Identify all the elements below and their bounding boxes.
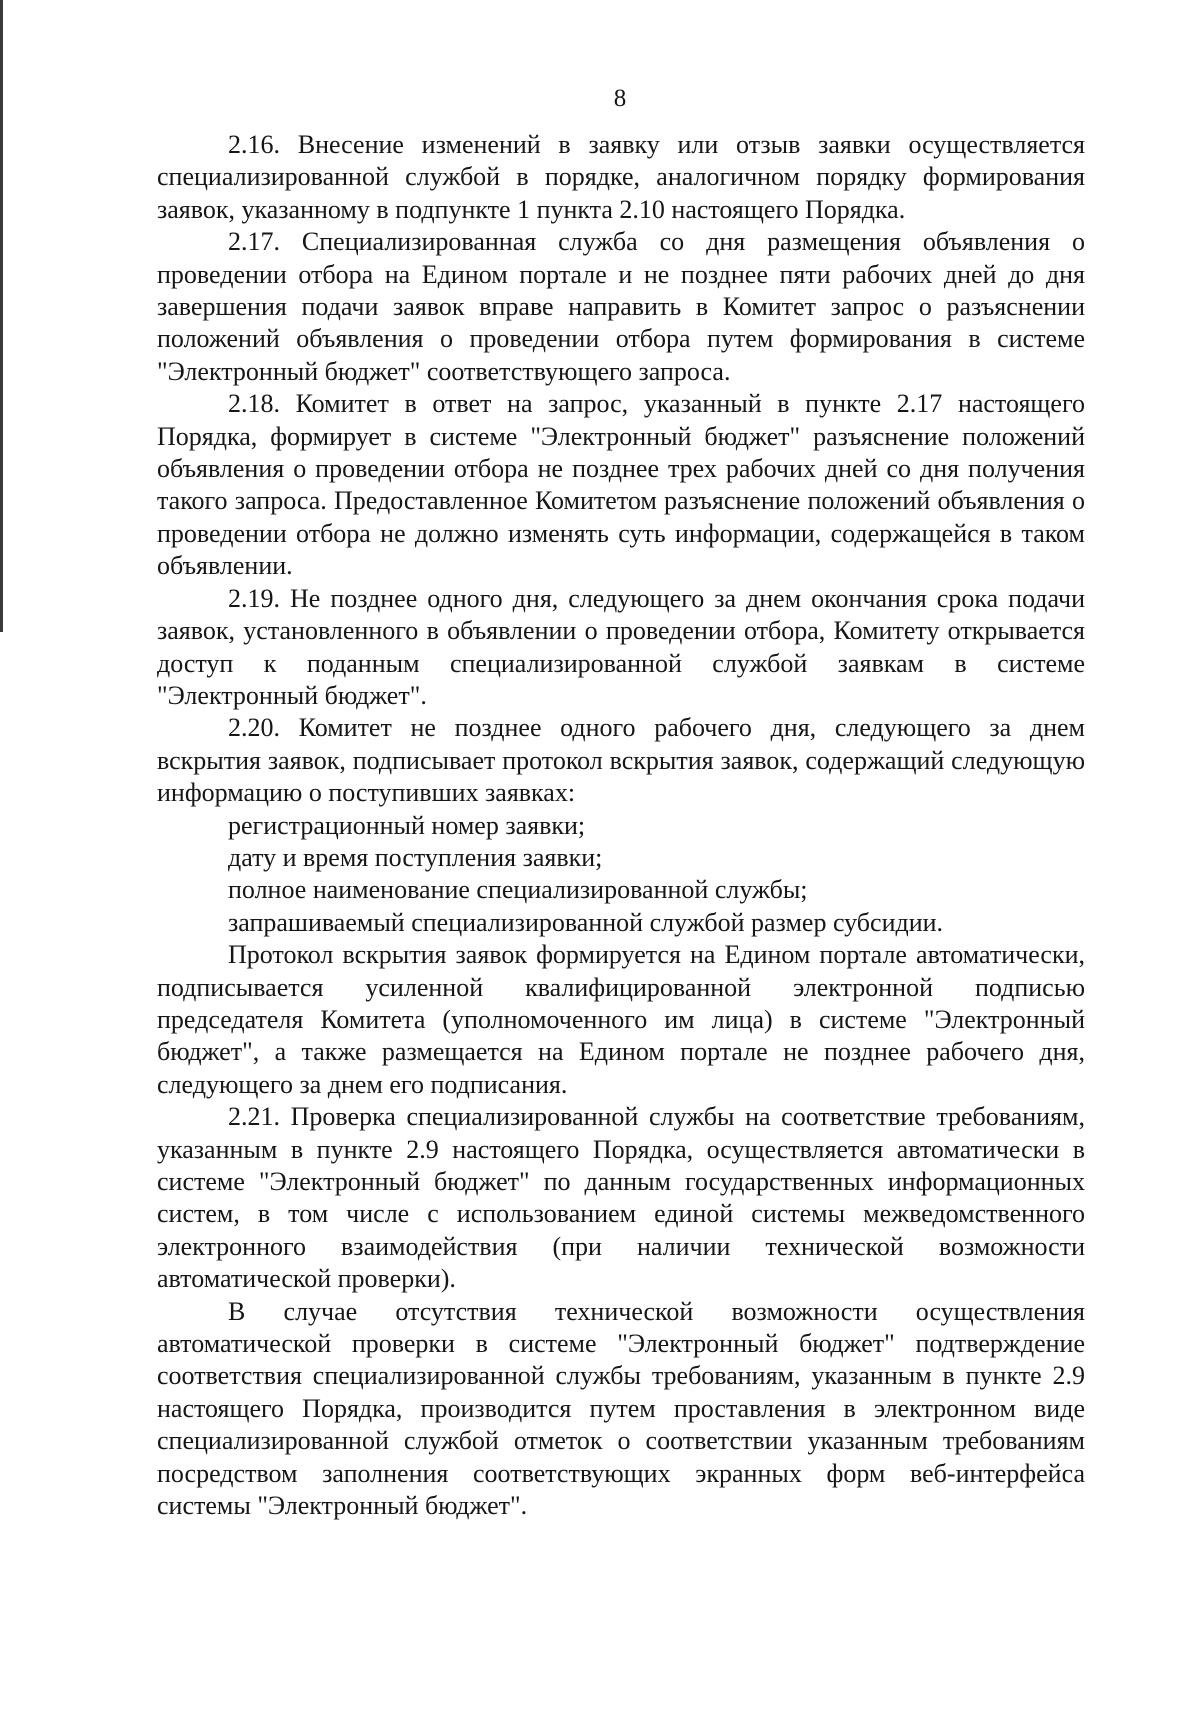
paragraph-2-17: 2.17. Специализированная служба со дня размещения объявления о проведении отбора на Едином портале и не позднее пяти рабочих дней до дня завершения подачи заявок вправе направить в Комитет запрос о разъяснении положений объявления о проведении отбора путем формирования в системе "Электронный бюджет" соответствующего запроса. (157, 227, 1085, 386)
paragraph-2-20: 2.20. Комитет не позднее одного рабочего дня, следующего за днем вскрытия заявок, подписывает протокол вскрытия заявок, содержащий следующую информацию о поступивших заявках: (157, 713, 1085, 808)
paragraph-manual-check: В случае отсутствия технической возможности осуществления автоматической проверки в системе "Электронный бюджет" подтверждение соответствия специализированной службы требованиям, указанным в пункте 2.9 настоящего Порядка, производится путем проставления в электронном виде специализированной службой отметок о соответствии указанным требованиям посредством заполнения соответствующих экранных форм веб-интерфейса системы "Электронный бюджет". (157, 1296, 1085, 1521)
page-number: 8 (613, 85, 627, 112)
list-item-subsidy-amount: запрашиваемый специализированной службой размер субсидии. (228, 907, 944, 937)
list-item-full-name: полное наименование специализированной службы; (228, 875, 808, 905)
paragraph-2-16: 2.16. Внесение изменений в заявку или отзыв заявки осуществляется специализированной службой в порядке, аналогичном порядку формирования заявок, указанному в подпункте 1 пункта 2.10 настоящего Порядка. (157, 130, 1085, 224)
list-item-registration-number: регистрационный номер заявки; (228, 810, 586, 840)
paragraph-2-21: 2.21. Проверка специализированной службы на соответствие требованиям, указанным в пункте 2.9 настоящего Порядка, осуществляется автоматически в системе "Электронный бюджет" по данным государственных информационных систем, в том числе с использованием единой системы межведомственного электронного взаимодействия (при наличии технической возможности автоматической проверки). (157, 1102, 1085, 1294)
document-body (157, 129, 1085, 1522)
list-item-date-time: дату и время поступления заявки; (228, 842, 603, 872)
paragraph-2-18: 2.18. Комитет в ответ на запрос, указанный в пункте 2.17 настоящего Порядка, формирует в системе "Электронный бюджет" разъяснение положений объявления о проведении отбора не позднее трех рабочих дней со дня получения такого запроса. Предоставленное Комитетом разъяснение положений объявления о проведении отбора не должно изменять суть информации, содержащейся в таком объявлении. (157, 389, 1085, 581)
paragraph-2-19: 2.19. Не позднее одного дня, следующего за днем окончания срока подачи заявок, установленного в объявлении о проведении отбора, Комитету открывается доступ к поданным специализированной службой заявкам в системе "Электронный бюджет". (157, 583, 1085, 710)
paragraph-protocol: Протокол вскрытия заявок формируется на Едином портале автоматически, подписывается усиленной квалифицированной электронной подписью председателя Комитета (уполномоченного им лица) в системе "Электронный бюджет", а также размещается на Едином портале не позднее рабочего дня, следующего за днем его подписания. (157, 940, 1085, 1099)
